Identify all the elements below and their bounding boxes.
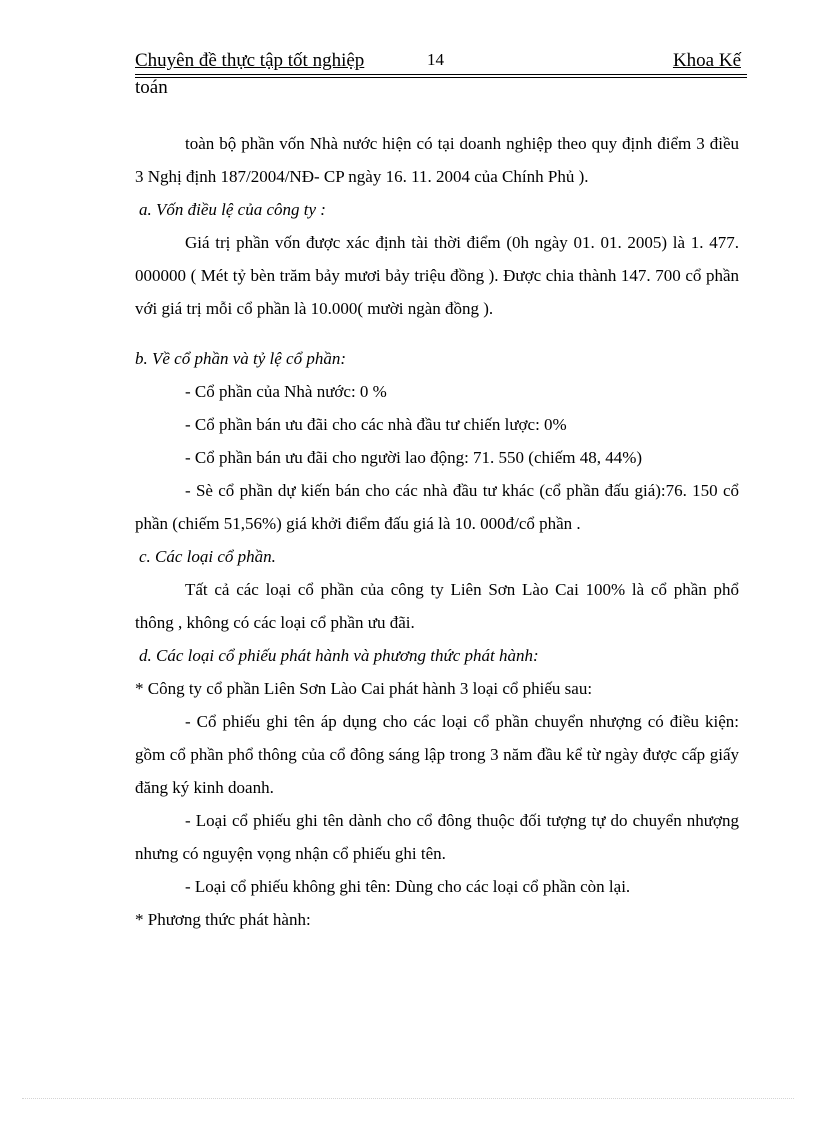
section-heading-b: b. Về cổ phần và tỷ lệ cổ phần: [135, 349, 347, 368]
header-rule-bottom [135, 77, 747, 78]
section-heading-d: d. Các loại cổ phiếu phát hành và phương thức phát hành: [139, 646, 539, 665]
header-department: Khoa Kế [672, 50, 741, 71]
list-item: - Cổ phần bán ưu đãi cho người lao động: 71. 550 (chiếm 48, 44%) [185, 448, 643, 467]
section-heading-c: c. Các loại cổ phần. [139, 547, 276, 566]
header-rule-top [135, 74, 747, 75]
paragraph: Tất cả các loại cổ phần của công ty Liên Sơn Lào Cai 100% là cổ phần phổ thông , không có các loại cổ phần ưu đãi. [135, 580, 739, 632]
list-item: - Sè cổ phần dự kiến bán cho các nhà đầu tư khác (cổ phần đấu giá):76. 150 cổ phần (chiếm 51,56%) giá khởi điểm đấu giá là 10. 000đ/cổ phần . [135, 481, 739, 533]
list-item: - Cổ phần của Nhà nước: 0 % [185, 382, 387, 401]
page-bottom-border [22, 1098, 794, 1099]
star-item: * Phương thức phát hành: [135, 910, 311, 929]
section-heading-a: a. Vốn điều lệ của công ty : [139, 200, 326, 219]
list-item: - Loại cổ phiếu không ghi tên: Dùng cho các loại cổ phần còn lại. [185, 877, 631, 896]
paragraph: toàn bộ phần vốn Nhà nước hiện có tại doanh nghiệp theo quy định điểm 3 điều 3 Nghị định 187/2004/NĐ- CP ngày 16. 11. 2004 của Chính Phủ ). [135, 134, 739, 186]
document-body [135, 127, 739, 936]
paragraph: Giá trị phần vốn được xác định tài thời điểm (0h ngày 01. 01. 2005) là 1. 477. 000000 ( Mét tỷ bèn trăm bảy mươi bảy triệu đồng ). Được chia thành 147. 700 cổ phần với giá trị mỗi cổ phần là 10.000( mười ngàn đồng ). [135, 233, 739, 318]
page-number: 14 [427, 50, 444, 69]
header-continuation: toán [135, 77, 168, 98]
header-title: Chuyên đề thực tập tốt nghiệp [135, 50, 365, 71]
list-item: - Cổ phần bán ưu đãi cho các nhà đầu tư chiến lược: 0% [185, 415, 567, 434]
star-item: * Công ty cổ phần Liên Sơn Lào Cai phát hành 3 loại cổ phiếu sau: [135, 679, 593, 698]
page-header [135, 50, 747, 76]
list-item: - Cổ phiếu ghi tên áp dụng cho các loại cổ phần chuyển nhượng có điều kiện: gồm cổ phần phổ thông của cổ đông sáng lập trong 3 năm đầu kể từ ngày được cấp giấy đăng ký kinh doanh. [135, 712, 739, 797]
list-item: - Loại cổ phiếu ghi tên dành cho cổ đông thuộc đối tượng tự do chuyển nhượng nhưng có nguyện vọng nhận cổ phiếu ghi tên. [135, 811, 739, 863]
